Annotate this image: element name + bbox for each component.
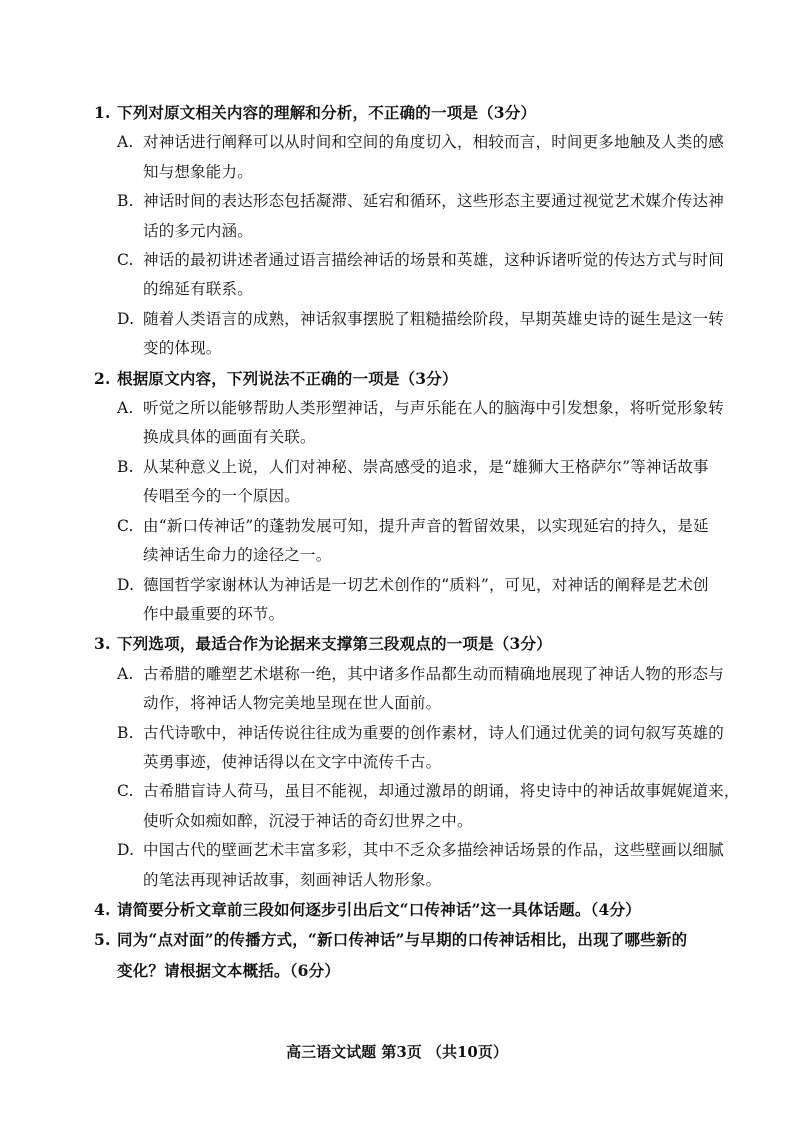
option-text: 中国古代的壁画艺术丰富多彩，其中不乏众多描绘神话场景的作品，这些壁画以细腻 [143, 841, 724, 860]
question-number: 2. [94, 368, 111, 388]
option-label: B. [117, 457, 134, 476]
option-text: 德国哲学家谢林认为神话是一切艺术创作的“质料”，可见，对神话的阐释是艺术创 [143, 575, 709, 594]
option-b [94, 453, 734, 512]
stem-text: 下列对原文相关内容的理解和分析，不正确的一项是（3分） [117, 103, 537, 122]
stem-line [94, 98, 734, 128]
option-label: D. [117, 575, 135, 594]
option-text: 随着人类语言的成熟，神话叙事摆脱了粗糙描绘阶段，早期英雄史诗的诞生是这一转 [143, 309, 724, 328]
option-line-continued: 动作，将神话人物完美地呈现在世人面前。 [143, 694, 442, 713]
option-line [117, 719, 734, 748]
option-line [117, 571, 734, 600]
option-label: C. [117, 251, 134, 270]
option-label: D. [117, 309, 135, 328]
option-line [117, 128, 734, 157]
option-label: A. [117, 664, 134, 683]
option-label: C. [117, 516, 134, 535]
question-number: 1. [94, 103, 111, 122]
option-a [94, 660, 734, 719]
option-line [117, 512, 734, 541]
question-2 [94, 364, 734, 630]
option-text: 从某种意义上说，人们对神秘、崇高感受的追求，是“雄狮大王格萨尔”等神话故事 [143, 457, 709, 476]
stem-line-continued: 变化？请根据文本概括。（6分） [117, 960, 341, 980]
option-line [117, 660, 734, 689]
option-line [117, 836, 734, 865]
option-text: 由“新口传神话”的蓬勃发展可知，提升声音的暂留效果，以实现延宕的持久，是延 [143, 516, 709, 535]
option-c [94, 246, 734, 305]
option-a [94, 128, 734, 187]
option-text: 神话的最初讲述者通过语言描绘神话的场景和英雄，这种诉诸听觉的传达方式与时间 [143, 251, 724, 270]
stem-line [94, 925, 734, 955]
question-list [94, 98, 740, 985]
question-number: 3. [94, 634, 111, 654]
question-number: 5. [94, 930, 111, 950]
option-d [94, 571, 734, 630]
question-stem [94, 895, 734, 925]
stem-text: 同为“点对面”的传播方式，“新口传神话”与早期的口传神话相比，出现了哪些新的 [117, 930, 688, 950]
question-stem [94, 925, 734, 985]
option-line-continued: 英勇事迹，使神话得以在文字中流传千古。 [143, 752, 442, 771]
option-line [117, 394, 734, 423]
option-text: 古希腊盲诗人荷马，虽目不能视，却通过激昂的朗诵，将史诗中的神话故事娓娓道来， [143, 782, 740, 801]
option-line-continued: 续神话生命力的途径之一。 [143, 546, 332, 565]
option-label: D. [117, 841, 135, 860]
option-text: 听觉之所以能够帮助人类形塑神话，与声乐能在人的脑海中引发想象，将听觉形象转 [143, 399, 724, 418]
question-stem [94, 98, 734, 128]
option-d [94, 836, 734, 895]
option-label: B. [117, 192, 134, 211]
option-label: C. [117, 782, 134, 801]
option-line [117, 305, 734, 334]
option-text: 古希腊的雕塑艺术堪称一绝，其中诸多作品都生动而精确地展现了神话人物的形态与 [143, 664, 724, 683]
question-5 [94, 925, 734, 985]
option-d [94, 305, 734, 364]
option-text: 神话时间的表达形态包括凝滞、延宕和循环，这些形态主要通过视觉艺术媒介传达神 [143, 192, 724, 211]
option-label: A. [117, 399, 134, 418]
stem-text: 请简要分析文章前三段如何逐步引出后文“口传神话”这一具体话题。（4分） [117, 899, 641, 919]
option-c [94, 777, 740, 836]
question-stem [94, 629, 734, 659]
option-line-continued: 的绵延有联系。 [143, 280, 253, 299]
option-line [117, 453, 734, 482]
option-line-continued: 变的体现。 [143, 339, 222, 358]
stem-line [94, 364, 734, 394]
stem-line [94, 895, 734, 925]
option-line [117, 777, 740, 806]
question-1 [94, 98, 734, 364]
option-a [94, 394, 734, 453]
stem-text: 根据原文内容，下列说法不正确的一项是（3分） [117, 368, 458, 388]
option-line-continued: 使听众如痴如醉，沉浸于神话的奇幻世界之中。 [143, 811, 473, 830]
page-footer: 高三语文试题 第3页 （共10页） [286, 1043, 508, 1061]
option-text: 对神话进行阐释可以从时间和空间的角度切入，相较而言，时间更多地触及人类的感 [143, 133, 724, 152]
option-line-continued: 作中最重要的环节。 [143, 604, 285, 623]
option-line [117, 246, 734, 275]
option-line-continued: 换成具体的画面有关联。 [143, 428, 316, 447]
option-line-continued: 话的多元内涵。 [143, 221, 253, 240]
stem-line [94, 629, 734, 659]
option-label: B. [117, 723, 134, 742]
question-3 [94, 629, 740, 895]
option-b [94, 719, 734, 778]
option-c [94, 512, 734, 571]
option-line-continued: 传唱至今的一个原因。 [143, 487, 301, 506]
option-line [117, 187, 734, 216]
question-4 [94, 895, 734, 925]
option-line-continued: 的笔法再现神话故事，刻画神话人物形象。 [143, 870, 442, 889]
option-b [94, 187, 734, 246]
option-text: 古代诗歌中，神话传说往往成为重要的创作素材，诗人们通过优美的词句叙写英雄的 [143, 723, 724, 742]
option-label: A. [117, 133, 134, 152]
question-number: 4. [94, 899, 111, 919]
option-line-continued: 知与想象能力。 [143, 162, 253, 181]
question-stem [94, 364, 734, 394]
stem-text: 下列选项，最适合作为论据来支撑第三段观点的一项是（3分） [117, 634, 552, 654]
